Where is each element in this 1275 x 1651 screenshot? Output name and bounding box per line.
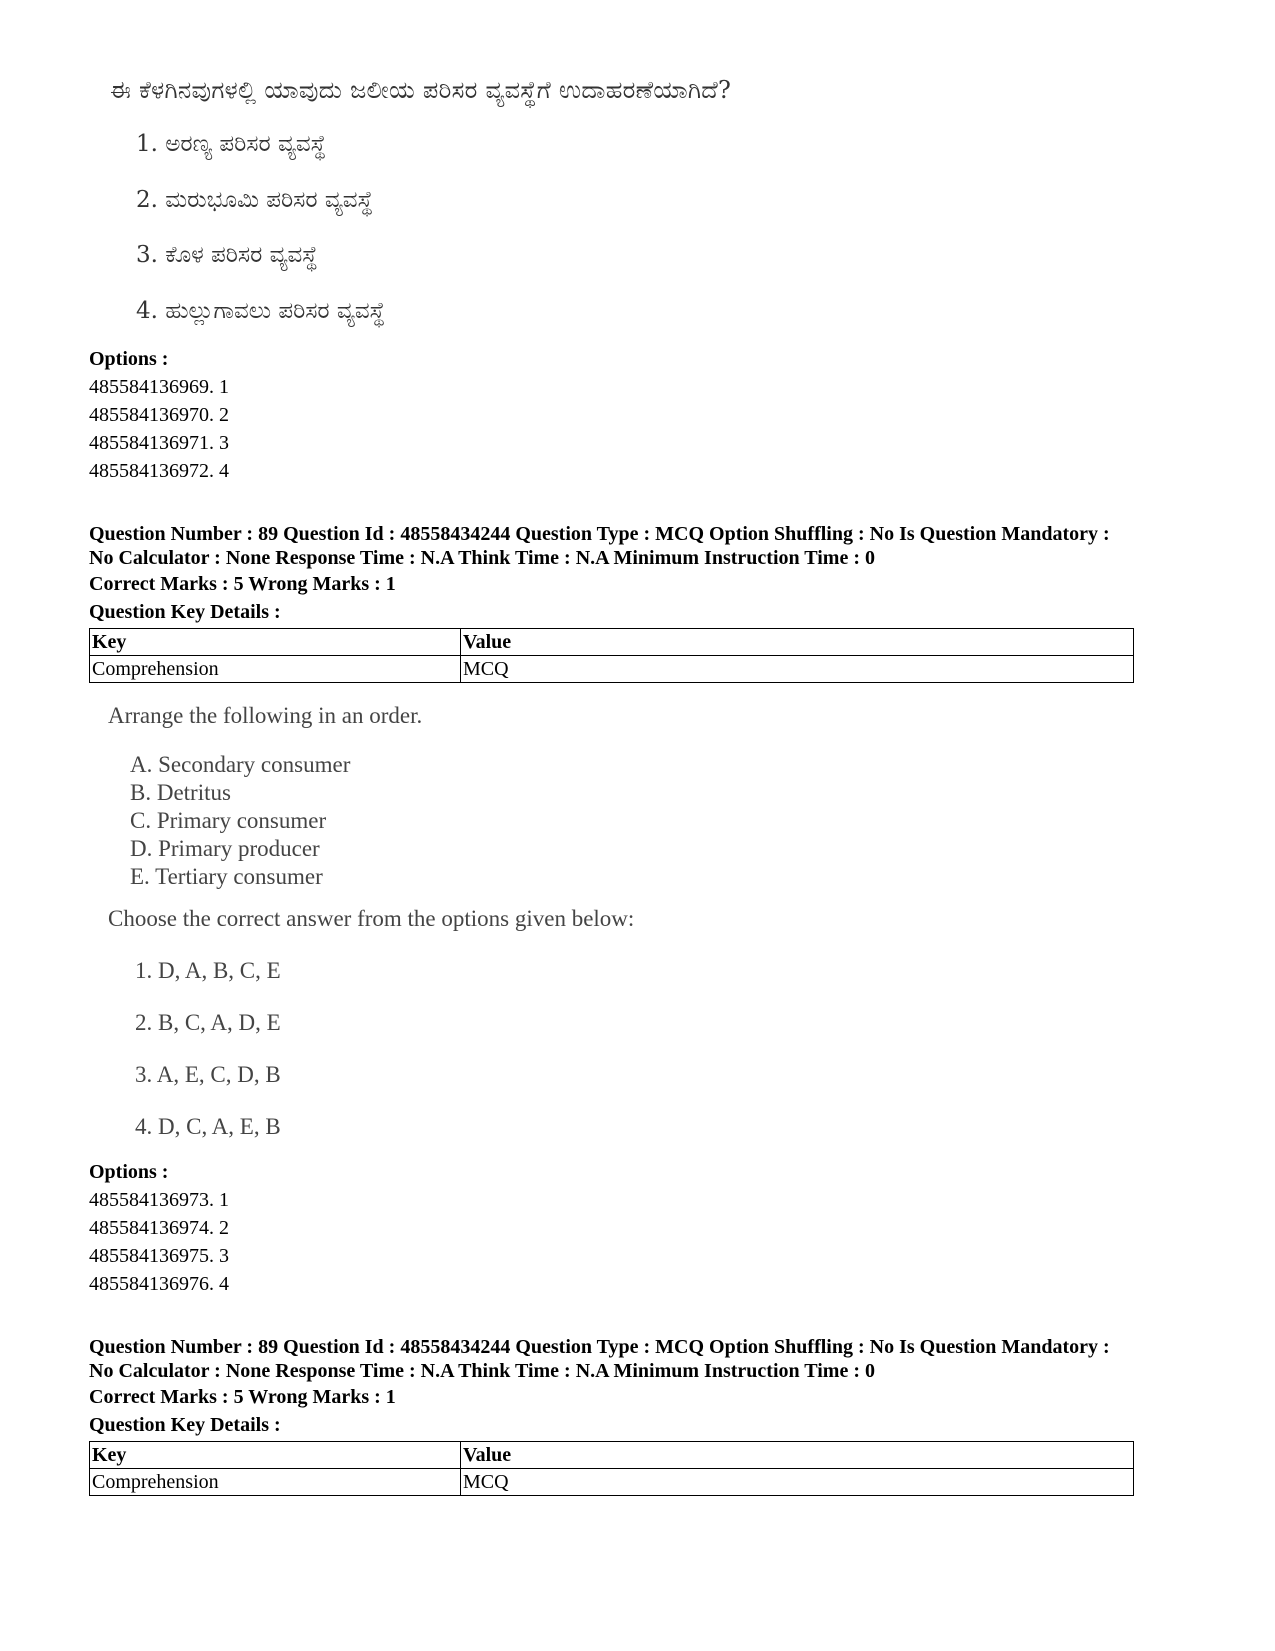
arrange-item: C. Primary consumer (130, 808, 327, 833)
question-choice-3: 3. ಕೊಳ ಪರಿಸರ ವ್ಯವಸ್ಥೆ (136, 242, 318, 268)
key-details-label: Question Key Details : (89, 1414, 281, 1436)
option-id-line: 485584136970. 2 (89, 404, 229, 426)
key-details-label: Question Key Details : (89, 601, 281, 623)
option-id-line: 485584136975. 3 (89, 1245, 229, 1267)
option-id-line: 485584136973. 1 (89, 1189, 229, 1211)
table-cell-key: Comprehension (90, 656, 461, 683)
question-meta (89, 522, 1199, 570)
question-stem-kannada: ಈ ಕೆಳಗಿನವುಗಳಲ್ಲಿ ಯಾವುದು ಜಲೀಯ ಪರಿಸರ ವ್ಯವಸ್ಥೆಗೆ ಉದಾಹರಣೆಯಾಗಿದೆ? (110, 76, 732, 104)
arrange-item: B. Detritus (130, 780, 231, 805)
table-row (90, 1469, 1134, 1496)
question-choice-4: 4. ಹುಲ್ಲುಗಾವಲು ಪರಿಸರ ವ್ಯವಸ್ಥೆ (136, 298, 386, 324)
question-meta-line: No Calculator : None Response Time : N.A Think Time : N.A Minimum Instruction Time : 0 (89, 547, 875, 569)
question-choice-4: 4. D, C, A, E, B (135, 1114, 281, 1139)
table-header-value: Value (461, 1442, 1134, 1469)
question-choice-1: 1. ಅರಣ್ಯ ಪರಿಸರ ವ್ಯವಸ್ಥೆ (136, 131, 327, 157)
arrange-item: A. Secondary consumer (130, 752, 351, 777)
arrange-items-list (130, 751, 350, 891)
question-choice-2: 2. ಮರುಭೂಮಿ ಪರಿಸರ ವ್ಯವಸ್ಥೆ (136, 187, 374, 213)
question-choice-3: 3. A, E, C, D, B (135, 1062, 281, 1087)
table-cell-value: MCQ (461, 656, 1134, 683)
question-meta (89, 1335, 1199, 1383)
table-header-row (90, 629, 1134, 656)
marks-line: Correct Marks : 5 Wrong Marks : 1 (89, 1386, 396, 1408)
question-meta-line: Question Number : 89 Question Id : 48558434244 Question Type : MCQ Option Shuffling : No Is Question Mandatory : (89, 1336, 1110, 1358)
option-id-line: 485584136972. 4 (89, 460, 229, 482)
question-meta-line: No Calculator : None Response Time : N.A Think Time : N.A Minimum Instruction Time : 0 (89, 1360, 875, 1382)
question-stem-english: Arrange the following in an order. (108, 703, 423, 728)
option-id-line: 485584136974. 2 (89, 1217, 229, 1239)
table-header-key: Key (90, 629, 461, 656)
table-header-value: Value (461, 629, 1134, 656)
option-id-line: 485584136971. 3 (89, 432, 229, 454)
table-row (90, 656, 1134, 683)
table-header-key: Key (90, 1442, 461, 1469)
marks-line: Correct Marks : 5 Wrong Marks : 1 (89, 573, 396, 595)
table-cell-value: MCQ (461, 1469, 1134, 1496)
table-cell-key: Comprehension (90, 1469, 461, 1496)
question-meta-line: Question Number : 89 Question Id : 48558434244 Question Type : MCQ Option Shuffling : No Is Question Mandatory : (89, 523, 1110, 545)
option-id-line: 485584136976. 4 (89, 1273, 229, 1295)
table-header-row (90, 1442, 1134, 1469)
arrange-item: D. Primary producer (130, 836, 320, 861)
options-label: Options : (89, 348, 169, 370)
key-details-table (89, 1441, 1134, 1496)
question-choice-2: 2. B, C, A, D, E (135, 1010, 281, 1035)
option-id-line: 485584136969. 1 (89, 376, 229, 398)
options-label: Options : (89, 1161, 169, 1183)
question-choice-1: 1. D, A, B, C, E (135, 958, 281, 983)
choose-instruction: Choose the correct answer from the options given below: (108, 906, 635, 931)
key-details-table (89, 628, 1134, 683)
arrange-item: E. Tertiary consumer (130, 864, 323, 889)
